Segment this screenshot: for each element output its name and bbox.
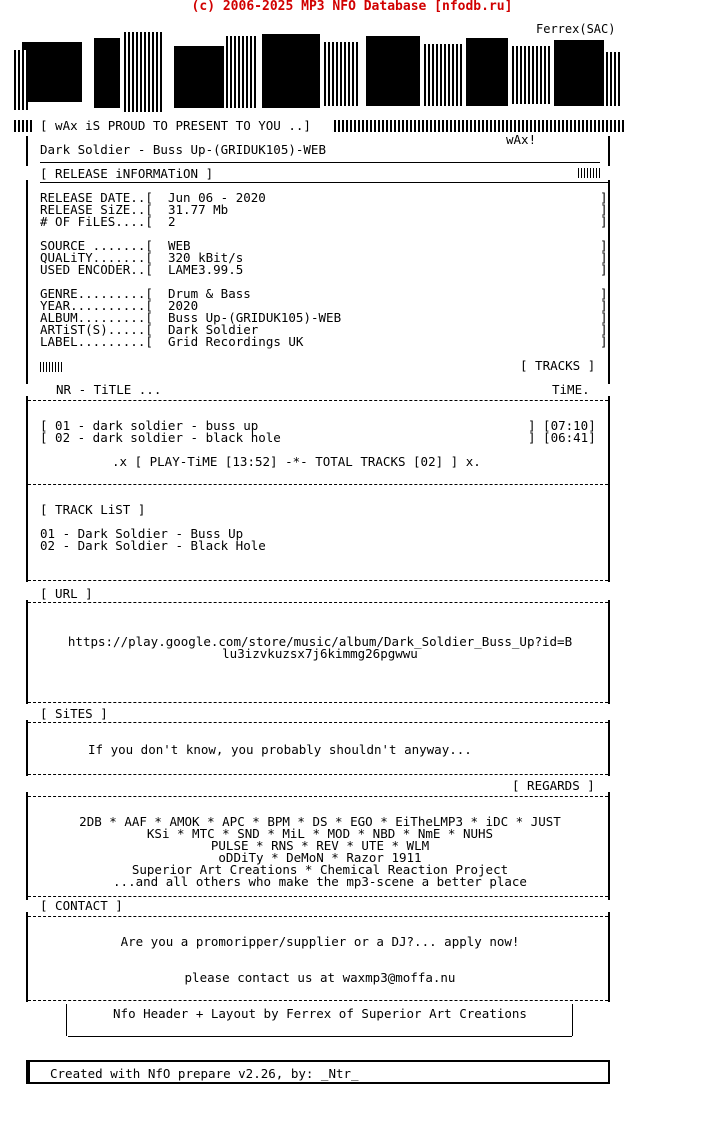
regards-line: Superior Art Creations * Chemical Reaction Project bbox=[131, 862, 509, 877]
shade-block bbox=[40, 362, 64, 372]
total-line: .x [ PLAY-TiME [13:52] -*- TOTAL TRACKS [02] ] x. bbox=[112, 454, 481, 469]
section-sites: [ SiTES ] bbox=[40, 706, 108, 721]
info-value: Grid Recordings UK bbox=[168, 334, 304, 349]
section-track-list: [ TRACK LiST ] bbox=[40, 502, 146, 517]
track-list-item: 02 - Dark Soldier - Black Hole bbox=[40, 538, 266, 553]
divider bbox=[28, 896, 608, 897]
info-label: ALBUM.........[ bbox=[40, 310, 153, 325]
frame-left bbox=[26, 180, 28, 384]
info-value: Drum & Bass bbox=[168, 286, 251, 301]
track-row: [ 02 - dark soldier - black hole bbox=[40, 430, 281, 445]
url-link-continued[interactable]: lu3izvkuzsx7j6kimmg26pgwwu bbox=[222, 646, 418, 661]
info-close-bracket: ] bbox=[600, 190, 608, 205]
track-list-item: 01 - Dark Soldier - Buss Up bbox=[40, 526, 244, 541]
info-close-bracket: ] bbox=[600, 250, 608, 265]
info-label: QUALiTY.......[ bbox=[40, 250, 153, 265]
info-value: 2 bbox=[168, 214, 176, 229]
wax-tag: wAx! bbox=[506, 132, 537, 147]
divider bbox=[68, 1036, 572, 1037]
regards-line: KSi * MTC * SND * MiL * MOD * NBD * NmE * NUHS bbox=[146, 826, 494, 841]
shade-block bbox=[578, 168, 602, 178]
site-banner[interactable]: (c) 2006-2025 MP3 NFO Database [nfodb.ru] bbox=[191, 0, 513, 14]
info-value: Buss Up-(GRIDUK105)-WEB bbox=[168, 310, 342, 325]
divider bbox=[28, 484, 608, 485]
info-close-bracket: ] bbox=[600, 286, 608, 301]
shade-left bbox=[14, 120, 34, 132]
info-close-bracket: ] bbox=[600, 310, 608, 325]
info-close-bracket: ] bbox=[600, 262, 608, 277]
tracks-header-time: TiME. bbox=[552, 382, 590, 397]
frame-right bbox=[608, 180, 610, 384]
frame-left bbox=[26, 136, 28, 166]
info-label: SOURCE .......[ bbox=[40, 238, 153, 253]
info-close-bracket: ] bbox=[600, 334, 608, 349]
track-time: ] [06:41] bbox=[528, 430, 596, 445]
divider bbox=[28, 602, 608, 603]
proud-line: [ wAx iS PROUD TO PRESENT TO YOU ..] bbox=[40, 118, 311, 133]
frame-right bbox=[608, 912, 610, 1002]
created-with-box bbox=[26, 1060, 610, 1084]
divider bbox=[28, 796, 608, 797]
divider bbox=[28, 702, 608, 703]
info-value: 320 kBit/s bbox=[168, 250, 244, 265]
info-label: LABEL.........[ bbox=[40, 334, 153, 349]
frame-right bbox=[608, 136, 610, 166]
contact-line: Are you a promoripper/supplier or a DJ?... apply now! bbox=[120, 934, 520, 949]
regards-line: ...and all others who make the mp3-scene a better place bbox=[113, 874, 527, 889]
sites-text: If you don't know, you probably shouldn't anyway... bbox=[88, 742, 472, 757]
ascii-credit: Ferrex(SAC) bbox=[536, 22, 616, 36]
url-link[interactable]: https://play.google.com/store/music/album/Dark_Soldier_Buss_Up?id=B bbox=[67, 634, 573, 649]
info-label: RELEASE SiZE..[ bbox=[40, 202, 153, 217]
section-tracks: [ TRACKS ] bbox=[520, 358, 596, 373]
info-label: RELEASE DATE..[ bbox=[40, 190, 153, 205]
info-label: ARTiST(S).....[ bbox=[40, 322, 153, 337]
regards-line: PULSE * RNS * REV * UTE * WLM bbox=[210, 838, 430, 853]
info-close-bracket: ] bbox=[600, 202, 608, 217]
info-close-bracket: ] bbox=[600, 322, 608, 337]
info-label: GENRE.........[ bbox=[40, 286, 153, 301]
info-value: 31.77 Mb bbox=[168, 202, 229, 217]
release-name: Dark Soldier - Buss Up-(GRIDUK105)-WEB bbox=[40, 142, 326, 157]
divider bbox=[40, 162, 600, 163]
info-label: USED ENCODER..[ bbox=[40, 262, 153, 277]
shade-right bbox=[334, 120, 624, 132]
divider bbox=[28, 1000, 608, 1001]
divider bbox=[40, 182, 608, 183]
info-close-bracket: ] bbox=[600, 214, 608, 229]
contact-email[interactable]: please contact us at waxmp3@moffa.nu bbox=[184, 970, 456, 985]
info-label: YEAR..........[ bbox=[40, 298, 153, 313]
info-value: Dark Soldier bbox=[168, 322, 259, 337]
section-contact: [ CONTACT ] bbox=[40, 898, 123, 913]
frame-right bbox=[608, 396, 610, 582]
divider bbox=[28, 722, 608, 723]
regards-line: oDDiTy * DeMoN * Razor 1911 bbox=[218, 850, 422, 865]
divider bbox=[28, 580, 608, 581]
track-row: [ 01 - dark soldier - buss up bbox=[40, 418, 259, 433]
info-value: WEB bbox=[168, 238, 191, 253]
ascii-logo bbox=[14, 32, 622, 122]
info-value: LAME3.99.5 bbox=[168, 262, 244, 277]
divider bbox=[28, 916, 608, 917]
info-value: Jun 06 - 2020 bbox=[168, 190, 266, 205]
frame-left bbox=[26, 912, 28, 1002]
tracks-header-title: NR - TiTLE ... bbox=[56, 382, 162, 397]
frame-left bbox=[26, 720, 28, 776]
section-url: [ URL ] bbox=[40, 586, 93, 601]
section-regards: [ REGARDS ] bbox=[512, 778, 595, 793]
regards-line: 2DB * AAF * AMOK * APC * BPM * DS * EGO * EiTheLMP3 * iDC * JUST bbox=[79, 814, 561, 829]
divider bbox=[28, 774, 608, 775]
frame-right bbox=[608, 720, 610, 776]
layout-credit: Nfo Header + Layout by Ferrex of Superior Art Creations bbox=[113, 1006, 527, 1021]
created-with-text: Created with NfO prepare v2.26, by: _Ntr_ bbox=[50, 1066, 359, 1081]
frame-left bbox=[26, 396, 28, 582]
info-close-bracket: ] bbox=[600, 238, 608, 253]
section-release-info: [ RELEASE iNFORMATiON ] bbox=[40, 166, 214, 181]
info-close-bracket: ] bbox=[600, 298, 608, 313]
info-value: 2020 bbox=[168, 298, 199, 313]
track-time: ] [07:10] bbox=[528, 418, 596, 433]
divider bbox=[28, 400, 608, 401]
info-label: # OF FiLES....[ bbox=[40, 214, 153, 229]
